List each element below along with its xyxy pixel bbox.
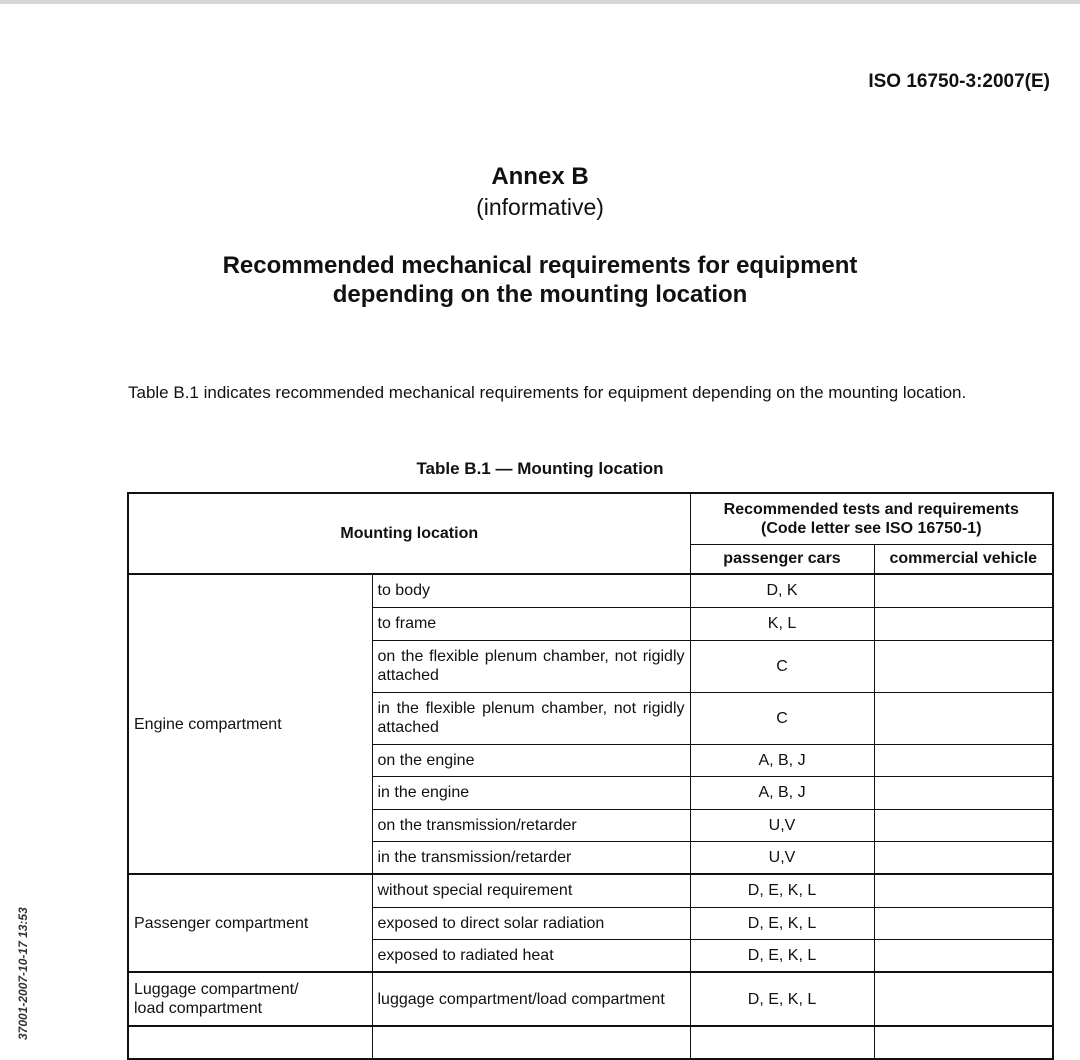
passenger-cars-cell: U,V xyxy=(690,809,874,841)
header-recommended-line-1: Recommended tests and requirements xyxy=(723,500,1019,518)
sub-location-cell: exposed to direct solar radiation xyxy=(372,907,690,939)
group-next-partial xyxy=(128,1026,1053,1059)
annex-heading xyxy=(0,251,1080,309)
passenger-cars-cell: C xyxy=(690,692,874,744)
commercial-vehicle-cell xyxy=(874,744,1053,776)
table-caption: Table B.1 — Mounting location xyxy=(416,459,664,478)
heading-line-1: Recommended mechanical requirements for equipment xyxy=(222,252,858,279)
group-luggage-compartment xyxy=(128,972,1053,1026)
passenger-cars-cell: A, B, J xyxy=(690,776,874,809)
sub-location-cell: in the engine xyxy=(372,776,690,809)
sub-location-cell: on the transmission/retarder xyxy=(372,809,690,841)
commercial-vehicle-cell xyxy=(874,809,1053,841)
sub-location-cell: in the flexible plenum chamber, not rigidly attached xyxy=(372,692,690,744)
commercial-vehicle-cell xyxy=(874,1026,1053,1059)
header-recommended-line-2: (Code letter see ISO 16750-1) xyxy=(760,519,982,537)
table-row xyxy=(128,874,1053,907)
passenger-cars-cell: A, B, J xyxy=(690,744,874,776)
commercial-vehicle-cell xyxy=(874,692,1053,744)
passenger-cars-cell: D, E, K, L xyxy=(690,939,874,972)
sub-location-cell: luggage compartment/load compartment xyxy=(372,972,690,1026)
table-row xyxy=(128,574,1053,607)
passenger-cars-cell: D, E, K, L xyxy=(690,907,874,939)
sub-location-cell: to body xyxy=(372,574,690,607)
location-cell xyxy=(128,972,372,1026)
commercial-vehicle-cell xyxy=(874,640,1053,692)
header-recommended-tests xyxy=(690,493,1053,544)
passenger-cars-cell: D, E, K, L xyxy=(690,874,874,907)
commercial-vehicle-cell xyxy=(874,972,1053,1026)
side-stamp: 37001-2007-10-17 13:53 xyxy=(16,907,30,1040)
location-cell: Passenger compartment xyxy=(128,874,372,972)
location-cell: Engine compartment xyxy=(128,574,372,874)
commercial-vehicle-cell xyxy=(874,607,1053,640)
passenger-cars-cell: D, E, K, L xyxy=(690,972,874,1026)
sub-location-cell: without special requirement xyxy=(372,874,690,907)
header-mounting-location: Mounting location xyxy=(128,493,690,574)
intro-paragraph: Table B.1 indicates recommended mechanical requirements for equipment depending on the mounting location. xyxy=(128,383,967,402)
sub-location-cell: on the engine xyxy=(372,744,690,776)
passenger-cars-cell: D, K xyxy=(690,574,874,607)
sub-location-cell xyxy=(372,1026,690,1059)
commercial-vehicle-cell xyxy=(874,776,1053,809)
passenger-cars-cell: U,V xyxy=(690,841,874,874)
commercial-vehicle-cell xyxy=(874,574,1053,607)
viewer-top-bar xyxy=(0,0,1080,4)
table-row xyxy=(128,1026,1053,1059)
passenger-cars-cell xyxy=(690,1026,874,1059)
annex-type: (informative) xyxy=(476,194,604,220)
location-line-2: load compartment xyxy=(134,1000,263,1017)
group-engine-compartment xyxy=(128,574,1053,874)
header-commercial-vehicle: commercial vehicle xyxy=(874,544,1053,574)
table-row xyxy=(128,972,1053,1026)
commercial-vehicle-cell xyxy=(874,907,1053,939)
passenger-cars-cell: C xyxy=(690,640,874,692)
sub-location-cell: to frame xyxy=(372,607,690,640)
heading-line-2: depending on the mounting location xyxy=(332,281,748,308)
location-line-1: Luggage compartment/ xyxy=(134,981,299,998)
annex-title: Annex B xyxy=(491,163,589,190)
group-passenger-compartment xyxy=(128,874,1053,972)
standard-reference: ISO 16750-3:2007(E) xyxy=(868,71,1050,92)
passenger-cars-cell: K, L xyxy=(690,607,874,640)
location-cell xyxy=(128,1026,372,1059)
header-passenger-cars: passenger cars xyxy=(690,544,874,574)
sub-location-cell: in the transmission/retarder xyxy=(372,841,690,874)
sub-location-cell: on the flexible plenum chamber, not rigidly attached xyxy=(372,640,690,692)
commercial-vehicle-cell xyxy=(874,841,1053,874)
sub-location-cell: exposed to radiated heat xyxy=(372,939,690,972)
commercial-vehicle-cell xyxy=(874,939,1053,972)
commercial-vehicle-cell xyxy=(874,874,1053,907)
mounting-location-table xyxy=(127,492,1054,1060)
